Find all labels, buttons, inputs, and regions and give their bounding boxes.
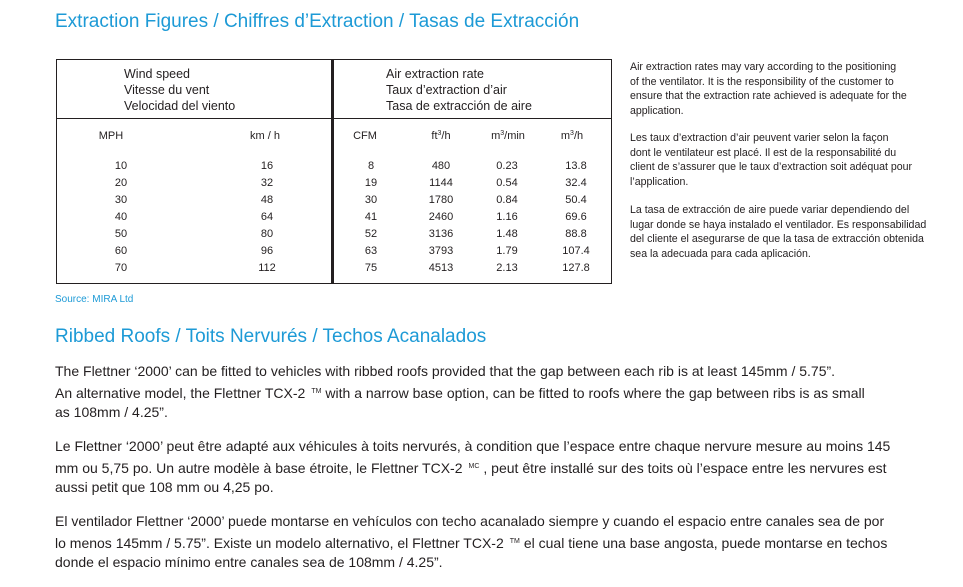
col-header-cfm: CFM [353, 130, 377, 142]
cell-ft3h: 4513 [428, 262, 454, 274]
col-m3min [477, 158, 537, 277]
col-header-mph: MPH [98, 130, 124, 142]
cell-m3min: 0.23 [496, 160, 518, 172]
cell-cfm: 30 [364, 194, 378, 206]
air-extraction-label-fr: Taux d’extraction d’air [386, 83, 507, 97]
col-header-m3min: $m^3/\min$ [491, 130, 525, 142]
cell-cfm: 19 [364, 177, 378, 189]
col-header-ft3h: $ft^3/h$ [431, 130, 451, 142]
cell-mph: 70 [114, 262, 128, 274]
cell-cfm: 8 [367, 160, 375, 172]
cell-m3h: 50.4 [565, 194, 587, 206]
cell-m3h: 32.4 [565, 177, 587, 189]
note-spanish: La tasa de extracción de aire puede variar dependiendo del lugar donde se haya instalado el ventilador. Es responsabilidad del cliente el asegurarse de que la tasa de extracción obtenida sea la adecuada para cada aplicación. [630, 204, 927, 260]
paragraph-spanish: El ventilador Flettner ‘2000’ puede montarse en vehículos con techo acanalado siempre y cuando el espacio entre canales sea de por lo menos 145mm / 5.75”. Existe un modelo alternativo, el Flettner TCX-2 ™ el cual tiene una base angosta, puede montarse en techos donde el espacio mínimo entre canales sea de 108mm / 4.25”. [55, 513, 888, 570]
cell-kmh: 48 [260, 194, 274, 206]
cell-mph: 10 [114, 160, 128, 172]
cell-cfm: 63 [364, 245, 378, 257]
cell-m3min: 0.84 [496, 194, 518, 206]
col-cfm [341, 158, 401, 277]
cell-ft3h: 3136 [428, 228, 454, 240]
cell-kmh: 16 [260, 160, 274, 172]
cell-kmh: 112 [258, 262, 276, 274]
col-header-kmh: km / h [250, 130, 280, 142]
cell-m3min: 1.48 [496, 228, 518, 240]
air-extraction-label-en: Air extraction rate [386, 67, 484, 81]
cell-m3h: 127.8 [562, 262, 590, 274]
cell-ft3h: 1780 [428, 194, 454, 206]
extraction-heading: Extraction Figures / Chiffres d’Extraction / Tasas de Extracción [55, 11, 580, 32]
cell-m3h: 88.8 [565, 228, 587, 240]
cell-cfm: 52 [364, 228, 378, 240]
cell-ft3h: 1144 [429, 177, 453, 189]
cell-m3h: 107.4 [562, 245, 590, 257]
table-header-divider [57, 118, 611, 119]
cell-m3min: 1.79 [496, 245, 518, 257]
paragraph-english: The Flettner ‘2000’ can be fitted to vehicles with ribbed roofs provided that the gap between each rib is at least 145mm / 5.75”. An alternative model, the Flettner TCX-2 ™ with a narrow base option, can be fitted to roofs where the gap between ribs is as small as 108mm / 4.25”. [55, 363, 865, 420]
col-kmh [237, 158, 297, 277]
wind-speed-label-es: Velocidad del viento [124, 99, 236, 113]
cell-kmh: 96 [260, 245, 274, 257]
cell-mph: 60 [114, 245, 128, 257]
extraction-table [56, 59, 612, 284]
col-ft3h [411, 158, 471, 277]
note-english: Air extraction rates may vary according to the positioning of the ventilator. It is the responsibility of the customer to ensure that the extraction rate achieved is adequate for the application. [630, 61, 907, 117]
cell-m3min: 2.13 [496, 262, 518, 274]
cell-ft3h: 2460 [428, 211, 454, 223]
ribbed-roofs-heading: Ribbed Roofs / Toits Nervurés / Techos Acanalados [55, 326, 487, 347]
cell-mph: 30 [114, 194, 128, 206]
cell-mph: 20 [114, 177, 128, 189]
cell-cfm: 41 [364, 211, 378, 223]
cell-mph: 40 [114, 211, 128, 223]
cell-ft3h: 3793 [428, 245, 454, 257]
cell-m3min: 0.54 [496, 177, 518, 189]
cell-mph: 50 [114, 228, 128, 240]
cell-m3min: 1.16 [496, 211, 518, 223]
cell-m3h: 13.8 [565, 160, 587, 172]
cell-kmh: 64 [260, 211, 274, 223]
col-m3h [546, 158, 606, 277]
air-extraction-group-header [386, 66, 532, 114]
cell-kmh: 80 [260, 228, 274, 240]
wind-speed-label-fr: Vitesse du vent [124, 83, 210, 97]
table-column-divider [331, 60, 334, 283]
wind-speed-label-en: Wind speed [124, 67, 191, 81]
note-french: Les taux d’extraction d’air peuvent varier selon la façon dont le ventilateur est placé. Il est de la responsabilité du client de s’assurer que le taux d’extraction soit adéquat pour l’application. [630, 132, 913, 188]
paragraph-french: Le Flettner ‘2000’ peut être adapté aux véhicules à toits nervurés, à condition que l’espace entre chaque nervure mesure au moins 145 mm ou 5,75 po. Un autre modèle à base étroite, le Flettner TCX-2 $^{MC}$ , peut être installé sur des toits où l’espace entre les nervures est aussi petit que 108 mm ou 4,25 po. [55, 438, 891, 495]
col-header-m3h: $m^3/h$ [560, 130, 584, 142]
col-mph [91, 158, 151, 277]
cell-cfm: 75 [364, 262, 378, 274]
source-credit: Source: MIRA Ltd [55, 294, 134, 305]
cell-kmh: 32 [260, 177, 274, 189]
cell-m3h: 69.6 [565, 211, 587, 223]
wind-speed-group-header [124, 66, 235, 114]
cell-ft3h: 480 [431, 160, 451, 172]
air-extraction-label-es: Tasa de extracción de aire [386, 99, 532, 113]
